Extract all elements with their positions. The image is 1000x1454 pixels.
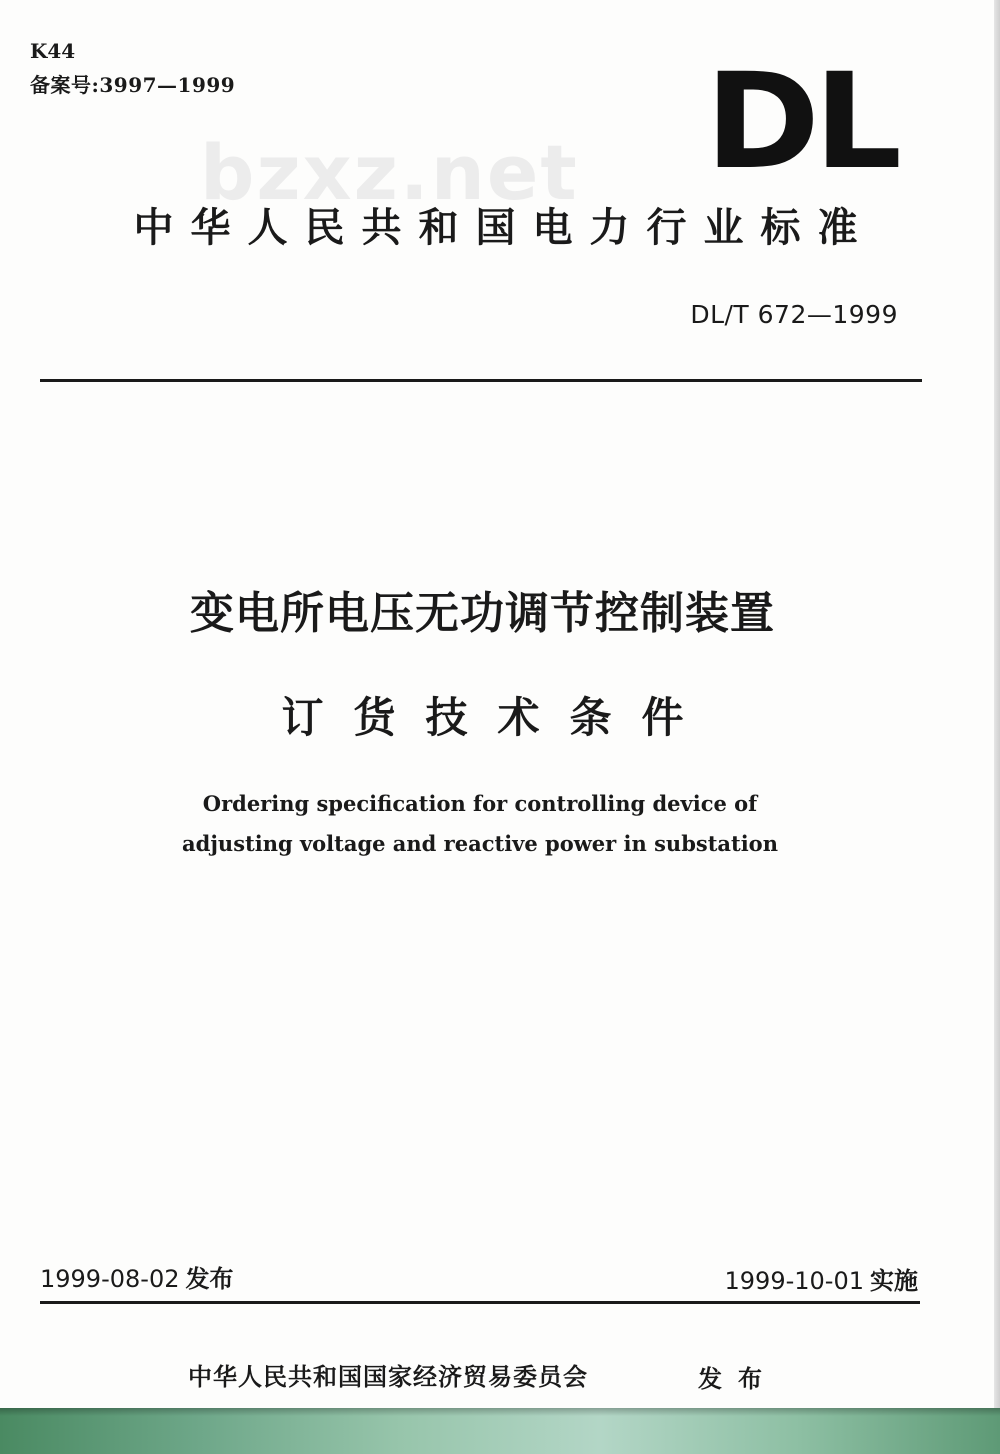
title-english-line1: Ordering specification for controlling device of	[202, 791, 758, 816]
bottom-band-shade	[0, 1408, 1000, 1416]
standard-code: DL/T 672—1999	[690, 300, 898, 329]
implement-label: 实施	[870, 1267, 918, 1295]
dl-logo: DL	[705, 45, 896, 199]
title-chinese-line1: 变电所电压无功调节控制装置	[190, 588, 775, 639]
top-divider	[40, 379, 922, 382]
implement-date: 1999-10-01	[724, 1267, 864, 1295]
watermark-text: bzxz.net	[200, 128, 579, 217]
title-chinese-line2: 订货技术条件	[281, 693, 714, 742]
issue-label: 发布	[185, 1265, 234, 1293]
publisher-name: 中华人民共和国国家经济贸易委员会	[188, 1363, 588, 1391]
issue-date-block	[40, 1262, 233, 1296]
implement-date-block	[725, 1264, 918, 1298]
record-number: 备案号:3997—1999	[30, 73, 236, 97]
issue-date: 1999-08-02	[40, 1265, 180, 1293]
publish-word: 发布	[698, 1365, 778, 1393]
title-english-line2: adjusting voltage and reactive power in substation	[182, 831, 778, 856]
standard-heading: 中华人民共和国电力行业标准	[133, 205, 875, 251]
bottom-divider	[40, 1301, 920, 1304]
classification-code: K44	[30, 39, 76, 63]
